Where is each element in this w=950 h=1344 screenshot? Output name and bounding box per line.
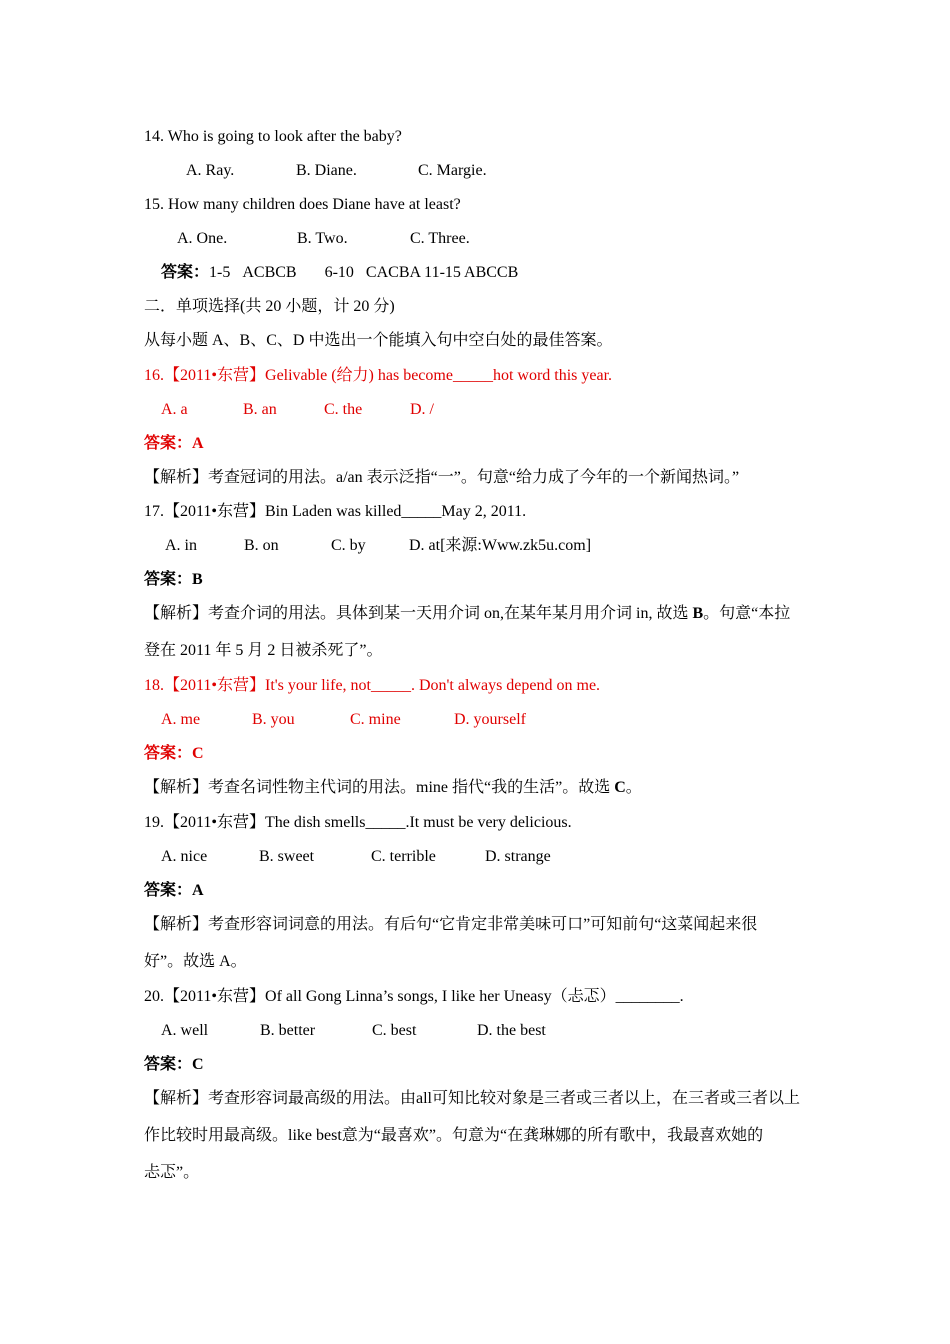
- q18-option-c: C. mine: [350, 711, 401, 728]
- q20-option-c: C. best: [372, 1022, 417, 1039]
- q16-option-d: D. /: [410, 401, 434, 418]
- answer-label: 答案：: [144, 745, 193, 762]
- q20-analysis-line1: 【解析】考查形容词最高级的用法。由all可知比较对象是三者或三者以上，在三者或三者以上: [144, 1090, 800, 1107]
- answer-label: 答案：: [144, 882, 193, 899]
- analysis-answer: C: [614, 779, 626, 796]
- q16-analysis: 【解析】考查冠词的用法。a/an 表示泛指“一”。句意“给力成了今年的一个新闻热词。”: [144, 469, 740, 486]
- analysis-text: 。: [625, 779, 642, 796]
- q14-option-c: C. Margie.: [418, 162, 487, 179]
- q19-answer: [144, 881, 204, 901]
- q17-option-a: A. in: [165, 537, 197, 554]
- answer-value: C: [192, 745, 204, 762]
- q19-analysis-line1: 【解析】考查形容词词意的用法。有后句“它肯定非常美味可口”可知前句“这菜闻起来很: [144, 916, 758, 933]
- analysis-text: 【解析】考查名词性物主代词的用法。mine 指代“我的生活”。故选: [144, 779, 615, 796]
- analysis-text: 。句意“本拉: [703, 605, 791, 622]
- question-19: 19.【2011•东营】The dish smells_____.It must be very delicious.: [144, 814, 572, 831]
- answer-value: C: [192, 1056, 204, 1073]
- q15-option-b: B. Two.: [297, 230, 348, 247]
- answer-value: B: [192, 571, 203, 588]
- section-instruction: 从每小题 A、B、C、D 中选出一个能填入句中空白处的最佳答案。: [144, 332, 613, 349]
- answer-value: A: [192, 435, 204, 452]
- q18-analysis: [144, 778, 642, 798]
- question-20: 20.【2011•东营】Of all Gong Linna’s songs, I like her Uneasy（忐忑）________.: [144, 988, 684, 1005]
- q19-option-b: B. sweet: [259, 848, 315, 865]
- analysis-answer: B: [692, 605, 704, 622]
- q19-option-d: D. strange: [485, 848, 551, 865]
- q18-option-b: B. you: [252, 711, 295, 728]
- answer-text: 1-5 ACBCB 6-10 CACBA 11-15 ABCCB: [209, 264, 519, 281]
- answer-label: 答案：: [144, 435, 193, 452]
- q20-option-d: D. the best: [477, 1022, 546, 1039]
- q17-option-d: D. at[来源:Www.zk5u.com]: [409, 537, 592, 554]
- answer-label: 答案：: [161, 264, 210, 281]
- q16-answer: [144, 434, 204, 454]
- q20-option-b: B. better: [260, 1022, 316, 1039]
- question-18: 18.【2011•东营】It's your life, not_____. Don't always depend on me.: [144, 677, 601, 694]
- question-16: 16.【2011•东营】Gelivable (给力) has become_____hot word this year.: [144, 367, 613, 384]
- q20-analysis-line2: 作比较时用最高级。like best意为“最喜欢”。句意为“在龚琳娜的所有歌中，我最喜欢她的: [144, 1127, 764, 1144]
- answer-value: A: [192, 882, 204, 899]
- listening-answers: [161, 263, 518, 283]
- q17-option-c: C. by: [331, 537, 366, 554]
- q20-option-a: A. well: [161, 1022, 209, 1039]
- question-17: 17.【2011•东营】Bin Laden was killed_____May 2, 2011.: [144, 503, 527, 520]
- q20-analysis-line3: 忐忑”。: [144, 1164, 200, 1181]
- q16-option-c: C. the: [324, 401, 363, 418]
- q17-answer: [144, 570, 203, 590]
- question-15: 15. How many children does Diane have at least?: [144, 196, 461, 213]
- q17-option-b: B. on: [244, 537, 279, 554]
- section-title: 二．单项选择(共 20 小题，计 20 分): [144, 298, 395, 315]
- q16-option-b: B. an: [243, 401, 277, 418]
- q16-option-a: A. a: [161, 401, 188, 418]
- analysis-text: 【解析】考查介词的用法。具体到某一天用介词 on,在某年某月用介词 in, 故选: [144, 605, 693, 622]
- q15-option-a: A. One.: [177, 230, 228, 247]
- q20-answer: [144, 1055, 204, 1075]
- q17-analysis-line2: 登在 2011 年 5 月 2 日被杀死了”。: [144, 642, 383, 659]
- q19-analysis-line2: 好”。故选 A。: [144, 953, 247, 970]
- q19-option-a: A. nice: [161, 848, 208, 865]
- q14-option-b: B. Diane.: [296, 162, 357, 179]
- answer-label: 答案：: [144, 1056, 193, 1073]
- q15-option-c: C. Three.: [410, 230, 470, 247]
- answer-label: 答案：: [144, 571, 193, 588]
- q18-option-a: A. me: [161, 711, 201, 728]
- q19-option-c: C. terrible: [371, 848, 436, 865]
- question-14: 14. Who is going to look after the baby?: [144, 128, 402, 145]
- q18-answer: [144, 744, 204, 764]
- q14-option-a: A. Ray.: [186, 162, 235, 179]
- q17-analysis-line1: [144, 604, 790, 624]
- q18-option-d: D. yourself: [454, 711, 526, 728]
